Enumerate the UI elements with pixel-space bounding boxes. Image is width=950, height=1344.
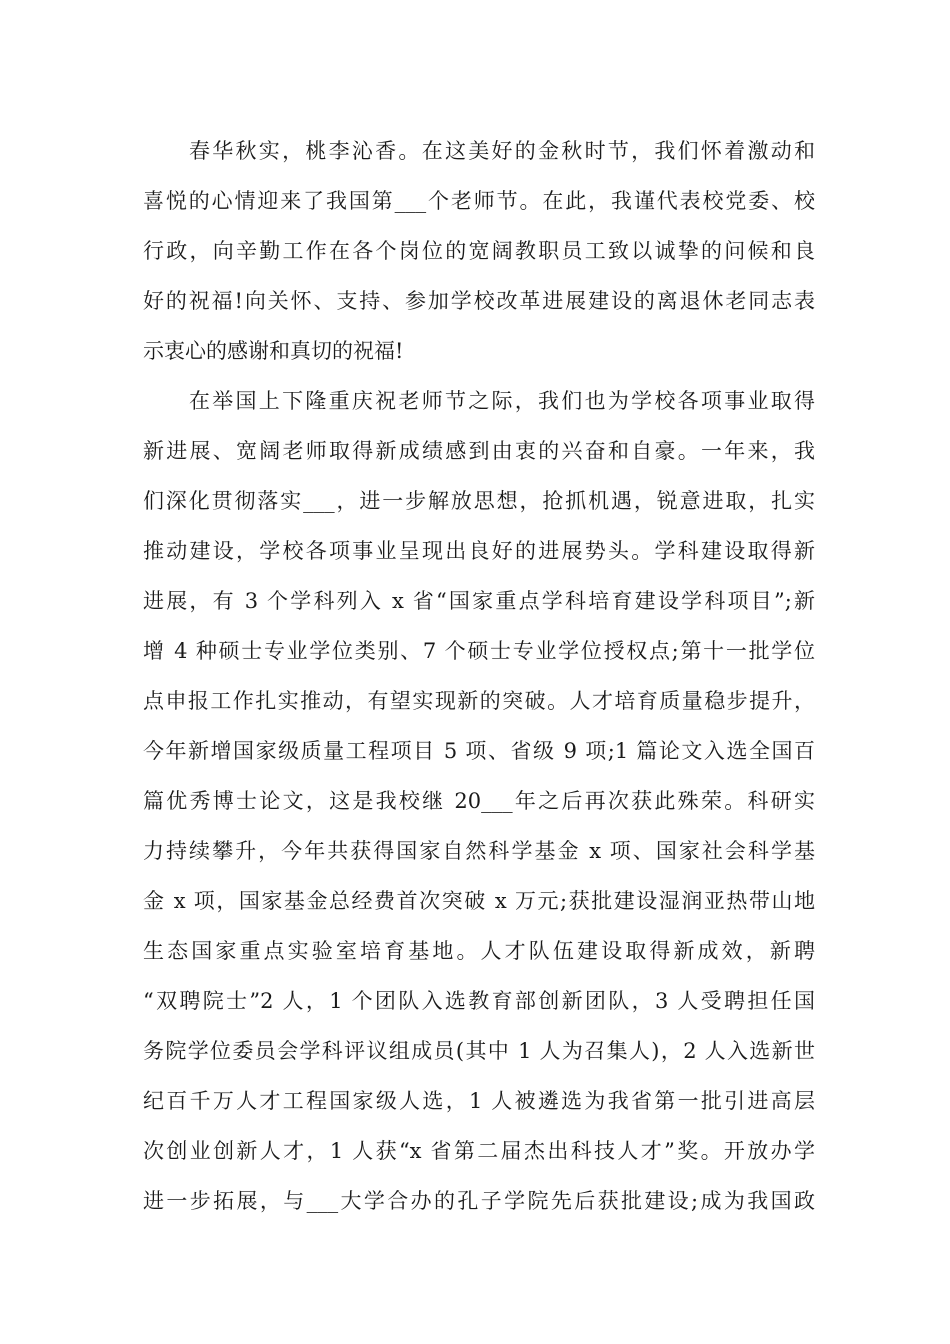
paragraph-1-line-1: 春华秋实，桃李沁香。在这美好的金秋时节，我们怀着激动和 [189,139,815,163]
paragraph-2-line-17: 进一步拓展，与___大学合办的孔子学院先后获批建设;成为我国政 [143,1189,815,1213]
paragraph-2-line-5: 进展，有 3 个学科列入 x 省“国家重点学科培育建设学科项目”;新 [143,589,815,613]
paragraph-2-line-12: 生态国家重点实验室培育基地。人才队伍建设取得新成效，新聘 [143,939,815,963]
paragraph-2-line-13: “双聘院士”2 人，1 个团队入选教育部创新团队，3 人受聘担任国 [143,989,815,1013]
paragraph-1-line-4: 好的祝福!向关怀、支持、参加学校改革进展建设的离退休老同志表 [143,289,815,313]
paragraph-2-line-10: 力持续攀升，今年共获得国家自然科学基金 x 项、国家社会科学基 [143,839,815,863]
paragraph-2-line-14: 务院学位委员会学科评议组成员(其中 1 人为召集人)，2 人入选新世 [143,1039,815,1063]
paragraph-2-line-6: 增 4 种硕士专业学位类别、7 个硕士专业学位授权点;第十一批学位 [143,639,815,663]
paragraph-1-line-2: 喜悦的心情迎来了我国第___个老师节。在此，我谨代表校党委、校 [143,189,815,213]
paragraph-1-line-5: 示衷心的感谢和真切的祝福! [143,339,404,363]
paragraph-1-line-3: 行政，向辛勤工作在各个岗位的宽阔教职员工致以诚挚的问候和良 [143,239,815,263]
paragraph-2-line-11: 金 x 项，国家基金总经费首次突破 x 万元;获批建设湿润亚热带山地 [143,889,815,913]
paragraph-2-line-1: 在举国上下隆重庆祝老师节之际，我们也为学校各项事业取得 [189,389,815,413]
paragraph-2-line-8: 今年新增国家级质量工程项目 5 项、省级 9 项;1 篇论文入选全国百 [143,739,815,763]
paragraph-2-line-3: 们深化贯彻落实___，进一步解放思想，抢抓机遇，锐意进取，扎实 [143,489,815,513]
paragraph-2-line-16: 次创业创新人才，1 人获“x 省第二届杰出科技人才”奖。开放办学 [143,1139,815,1163]
paragraph-2-line-7: 点申报工作扎实推动，有望实现新的突破。人才培育质量稳步提升， [143,689,815,713]
paragraph-2-line-9: 篇优秀博士论文，这是我校继 20___年之后再次获此殊荣。科研实 [143,789,815,813]
paragraph-2-line-4: 推动建设，学校各项事业呈现出良好的进展势头。学科建设取得新 [143,539,815,563]
paragraph-2-line-15: 纪百千万人才工程国家级人选，1 人被遴选为我省第一批引进高层 [143,1089,815,1113]
paragraph-2-line-2: 新进展、宽阔老师取得新成绩感到由衷的兴奋和自豪。一年来，我 [143,439,815,463]
